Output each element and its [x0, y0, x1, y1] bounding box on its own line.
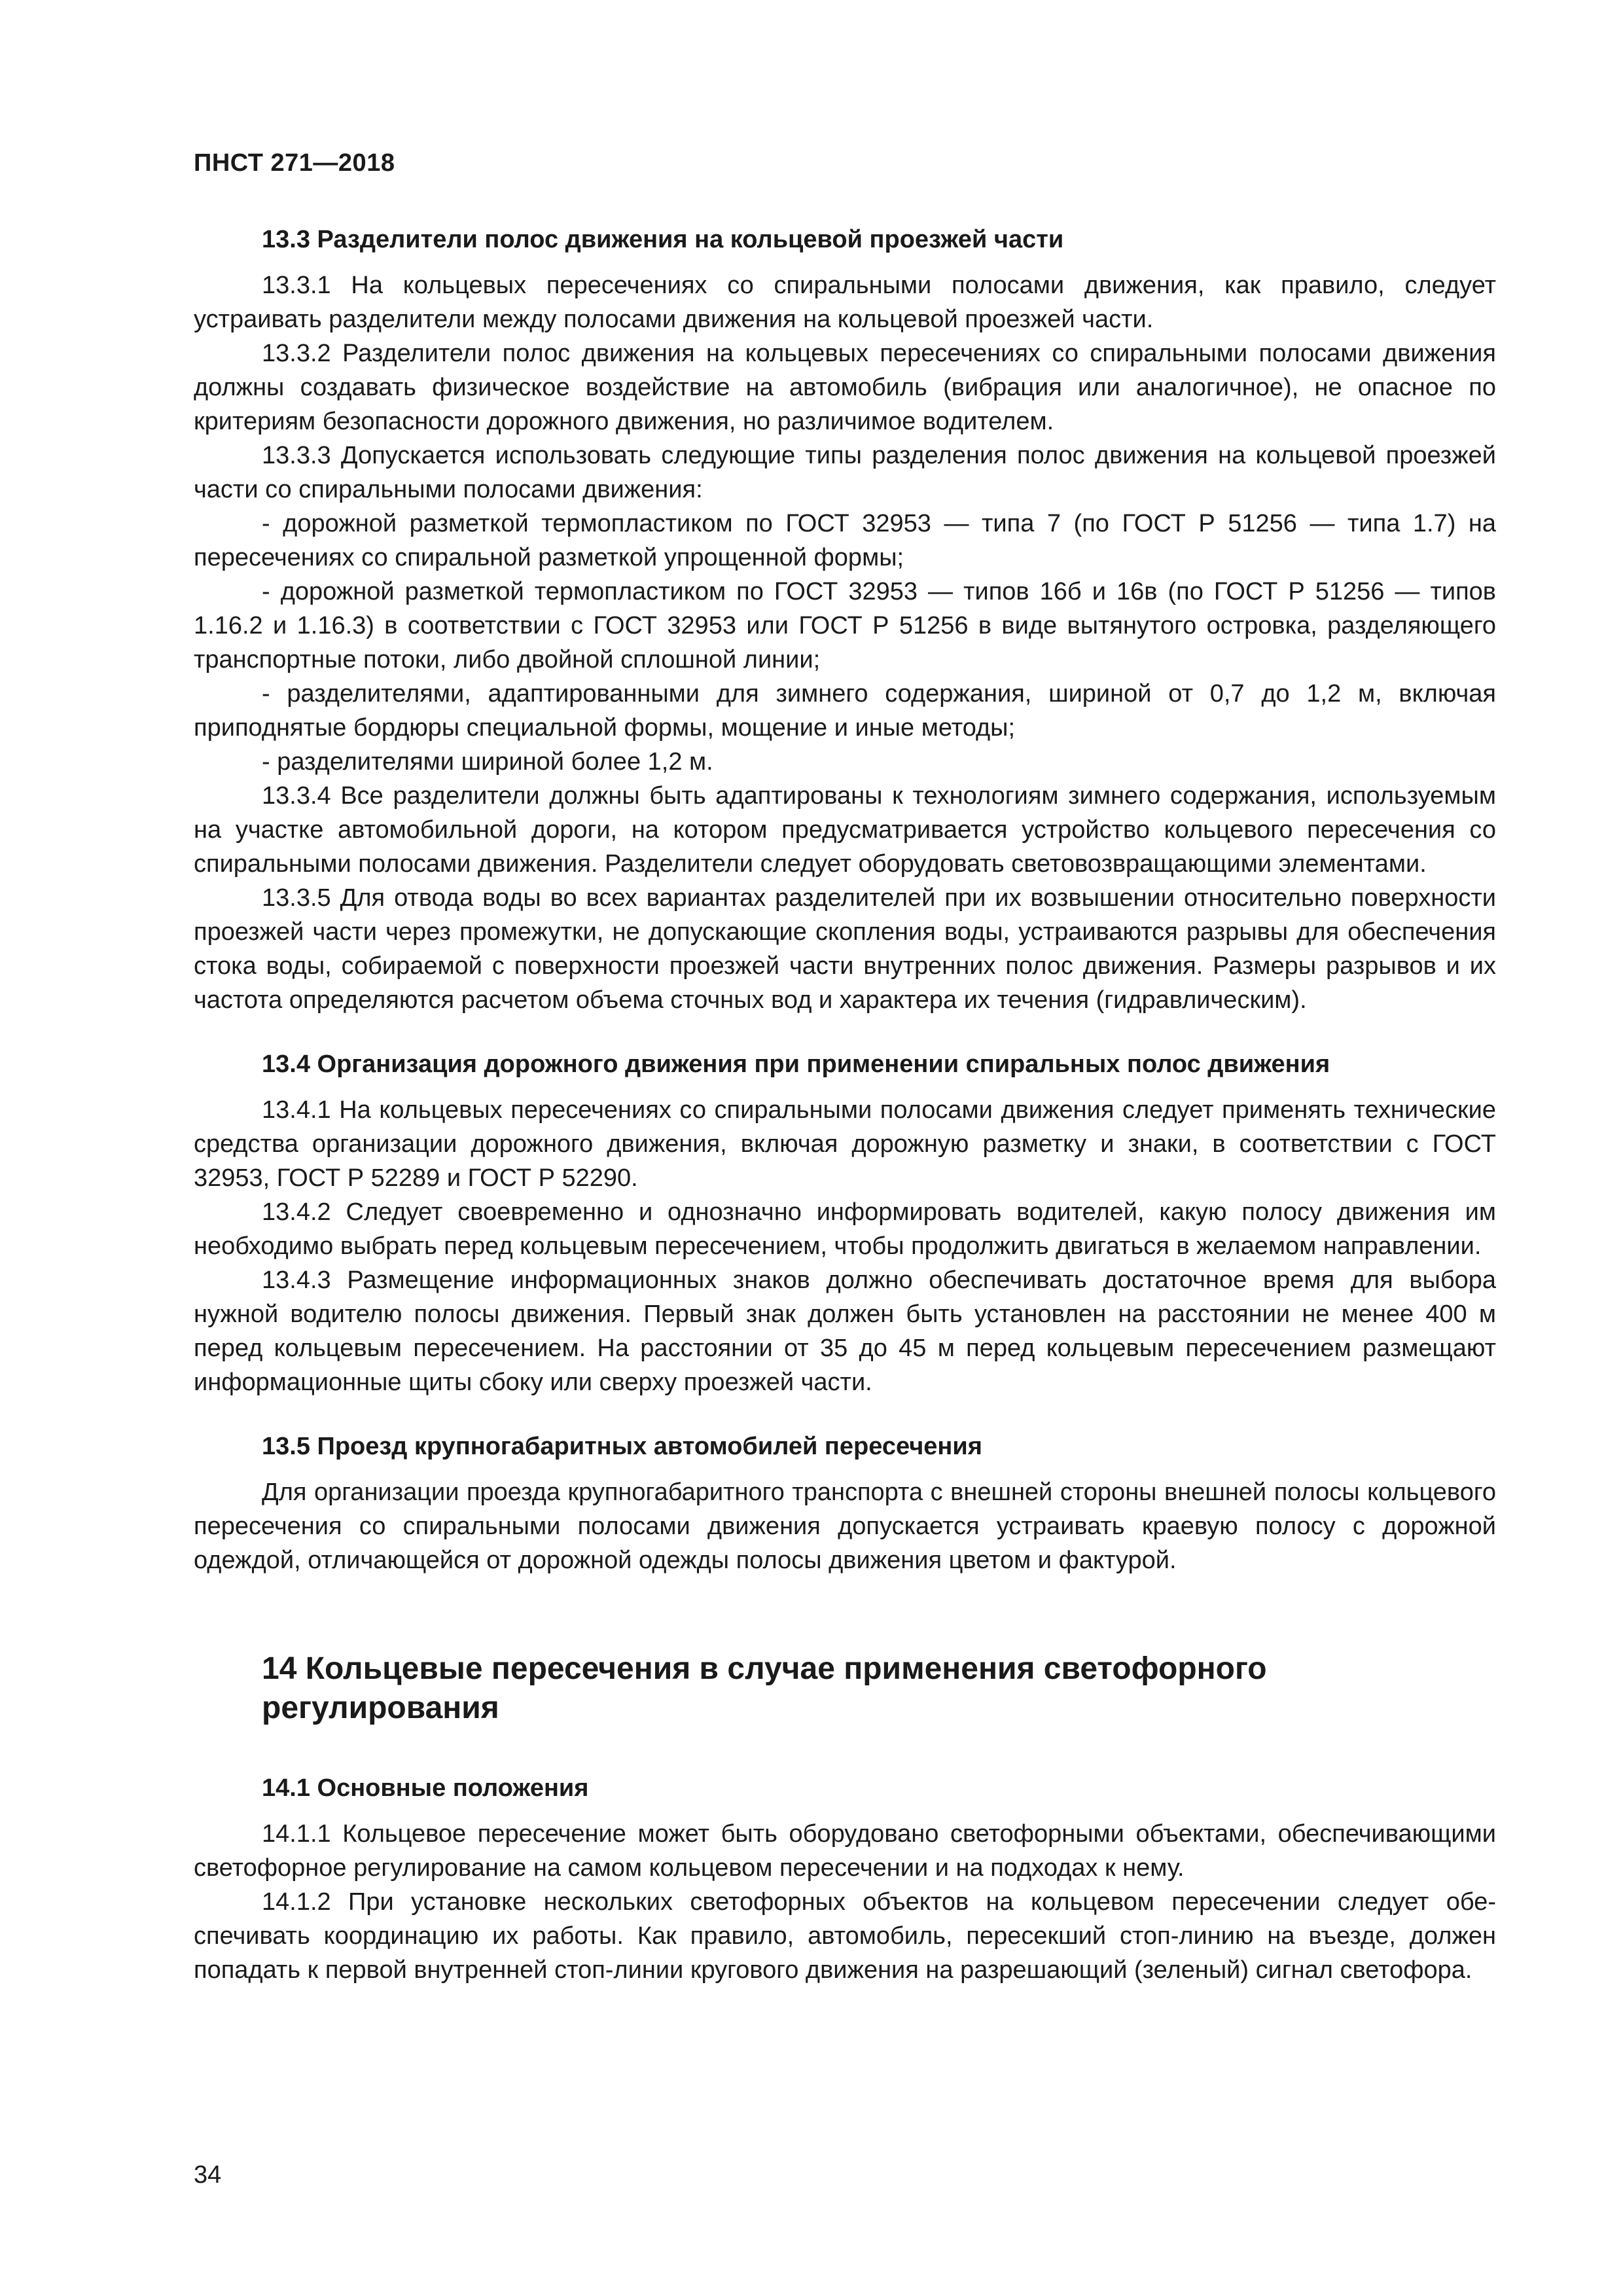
section-14-1 [194, 1771, 1496, 1987]
paragraph: 13.3.3 Допускается использовать следующие типы разделения полос движения на кольцевой проезжей части со спиральными полосами движения: [194, 442, 1496, 503]
page-content [194, 223, 1496, 1987]
section-heading: 14.1 Основные положения [262, 1774, 589, 1802]
paragraph: 13.3.4 Все разделители должны быть адаптированы к технологиям зимнего содержания, используемым на участке автомобильной дороги, на котором предусматривается устройство кольцевого пересечения со спиральными полосами движения. Разделители следует оборудовать световозвращающими элементами. [194, 782, 1496, 878]
section-heading: 13.5 Проезд крупногабаритных автомобилей пересечения [262, 1433, 982, 1460]
chapter-14 [194, 1649, 1496, 1728]
paragraph: Для организации проезда крупногабаритного транспорта с внешней стороны внешней полосы кольцевого пересечения со спиральными полосами движения допускается устраивать краевую полосу с дорожной одеждой, отличающейся от дорожной одежды полосы движения цветом и фактурой. [194, 1479, 1496, 1574]
list-item: - дорожной разметкой термопластиком по ГОСТ 32953 — типа 7 (по ГОСТ Р 51256 — типа 1.7) на пересечениях со спиральной разметкой упрощенной формы; [194, 510, 1496, 571]
section-heading: 13.3 Разделители полос движения на кольцевой проезжей части [262, 226, 1064, 253]
section-heading: 13.4 Организация дорожного движения при применении спиральных полос движения [262, 1050, 1330, 1078]
paragraph: 14.1.2 При установке нескольких светофорных объектов на кольцевом пересечении следует обеспечивать координацию их работы. Как правило, автомобиль, пересекший стоп-линию на въезде, должен попадать к первой внутренней стоп-линии кругового движения на разрешающий (зеленый) сигнал светофора. [194, 1888, 1496, 1984]
section-13-3 [194, 223, 1496, 1017]
list-item: - разделителями шириной более 1,2 м. [262, 748, 713, 776]
document-code: ПНСТ 271—2018 [194, 149, 395, 177]
list-item: - дорожной разметкой термопластиком по ГОСТ 32953 — типов 16б и 16в (по ГОСТ Р 51256 — типов 1.16.2 и 1.16.3) в соответствии с ГОСТ 32953 или ГОСТ Р 51256 в виде вытянутого островка, разделяющего транспортные потоки, либо двойной сплошной линии; [194, 578, 1496, 673]
list-item: - разделителями, адаптированными для зимнего содержания, шириной от 0,7 до 1,2 м, включая приподнятые бордюры специальной формы, мощение и иные методы; [194, 680, 1496, 742]
paragraph: 13.3.1 На кольцевых пересечениях со спиральными полосами движения, как правило, следует устраивать разделители между полосами движения на кольцевой проезжей части. [194, 272, 1496, 333]
section-13-5 [194, 1429, 1496, 1577]
section-13-4 [194, 1047, 1496, 1399]
paragraph: 13.3.2 Разделители полос движения на кольцевых пересечениях со спиральными полосами движения должны создавать физическое воздействие на автомобиль (вибрация или аналогичное), не опасное по критериям безопасности дорожного движения, но различимое водителем. [194, 340, 1496, 435]
paragraph: 13.4.2 Следует своевременно и однозначно информировать водителей, какую полосу движения им необходимо выбрать перед кольцевым пересечением, чтобы продолжить двигаться в желаемом направлении. [194, 1198, 1496, 1260]
document-page [194, 0, 1496, 2296]
paragraph: 14.1.1 Кольцевое пересечение может быть оборудовано светофорными объектами, обеспечивающими светофорное регулирование на самом кольцевом пересечении и на подходах к нему. [194, 1820, 1496, 1882]
paragraph: 13.3.5 Для отвода воды во всех вариантах разделителей при их возвышении относительно поверхности проезжей части через промежутки, не допускающие скопления воды, устраиваются разрывы для обеспечения стока воды, собираемой с поверхности проезжей части внутренних полос движения. Размеры разрывов и их частота определяются расчетом объема сточных вод и характера их течения (гидравлическим). [194, 884, 1496, 1014]
paragraph: 13.4.3 Размещение информационных знаков должно обеспечивать достаточное время для выбора нужной водителю полосы движения. Первый знак должен быть установлен на расстоянии не менее 400 м перед кольцевым пересечением. На расстоянии от 35 до 45 м перед кольцевым пересечением размещают информационные щиты сбоку или сверху проезжей части. [194, 1266, 1496, 1396]
paragraph: 13.4.1 На кольцевых пересечениях со спиральными полосами движения следует применять технические средства организации дорожного движения, включая дорожную разметку и знаки, в соответствии с ГОСТ 32953, ГОСТ Р 52289 и ГОСТ Р 52290. [194, 1096, 1496, 1192]
chapter-heading: 14 Кольцевые пересечения в случае применения светофорного регулирования [262, 1651, 1267, 1725]
page-number: 34 [194, 2161, 222, 2189]
